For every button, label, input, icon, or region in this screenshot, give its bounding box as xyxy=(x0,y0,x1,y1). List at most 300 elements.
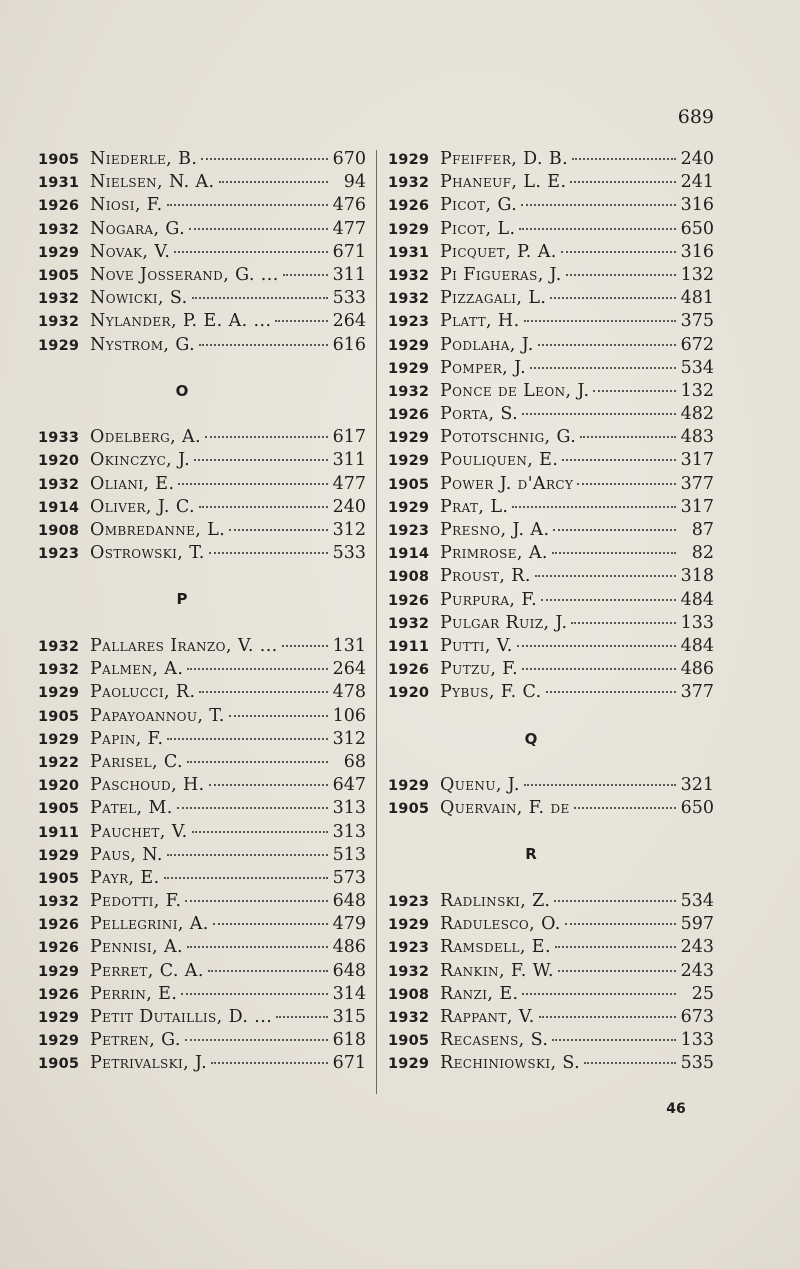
entry-page-number: 311 xyxy=(332,264,366,285)
entry-name: Pi Figueras, J. xyxy=(440,264,562,285)
entry-year: 1923 xyxy=(388,894,430,911)
entry-year: 1911 xyxy=(38,824,80,841)
entry-page-number: 648 xyxy=(332,891,366,912)
entry-name: Rappant, V. xyxy=(440,1007,535,1027)
entry-name: Paolucci, R. xyxy=(90,682,196,703)
dot-leader xyxy=(187,946,328,948)
index-entry xyxy=(38,913,366,936)
entry-name: Picot, L. xyxy=(440,218,516,239)
section-letter: P xyxy=(176,590,188,609)
column-divider xyxy=(376,150,377,1094)
index-entry xyxy=(38,519,366,542)
index-entry xyxy=(38,542,366,565)
entry-page-number: 534 xyxy=(680,357,714,378)
index-entry xyxy=(388,565,714,588)
dot-leader xyxy=(201,158,328,160)
entry-page-number: 478 xyxy=(332,682,366,703)
entry-name: Putti, V. xyxy=(440,635,513,656)
dot-leader xyxy=(167,738,328,740)
dot-leader xyxy=(213,923,328,925)
entry-name: Petren, G. xyxy=(90,1030,181,1051)
entry-name: Prat, L. xyxy=(440,496,509,517)
entry-name: Pulgar Ruiz, J. xyxy=(440,612,568,633)
dot-leader xyxy=(562,459,676,461)
entry-year: 1926 xyxy=(388,662,430,679)
dot-leader xyxy=(517,645,676,647)
entry-page-number: 87 xyxy=(691,520,714,540)
entry-name: Pybus, F. C. xyxy=(440,682,542,703)
dot-leader xyxy=(275,320,328,322)
entry-name: Nystrom, G. xyxy=(90,334,196,355)
dot-leader xyxy=(189,228,328,230)
entry-page-number: 314 xyxy=(332,983,366,1004)
dot-leader xyxy=(199,344,328,346)
entry-year: 1923 xyxy=(388,940,430,957)
entry-page-number: 671 xyxy=(332,1053,366,1074)
entry-year: 1914 xyxy=(38,499,80,516)
index-entry xyxy=(388,589,714,612)
index-entry xyxy=(38,983,366,1006)
index-entry xyxy=(38,310,366,333)
section-letter: Q xyxy=(524,729,538,748)
entry-name: Nylander, P. E. A. ... xyxy=(90,311,272,332)
entry-year: 1929 xyxy=(388,1056,430,1073)
entry-page-number: 315 xyxy=(332,1007,366,1027)
index-entry xyxy=(388,936,714,959)
entry-page-number: 650 xyxy=(680,798,714,819)
entry-year: 1923 xyxy=(388,523,430,539)
dot-leader xyxy=(229,529,328,531)
entry-year: 1933 xyxy=(38,430,80,447)
index-entry xyxy=(388,426,714,449)
dot-leader xyxy=(577,483,676,485)
entry-name: Putzu, F. xyxy=(440,659,519,680)
index-entry xyxy=(38,890,366,913)
index-entry xyxy=(388,1006,714,1029)
dot-leader xyxy=(209,784,328,786)
entry-name: Ombredanne, L. xyxy=(90,520,226,541)
entry-page-number: 243 xyxy=(680,937,714,958)
index-entry xyxy=(38,797,366,820)
entry-name: Radulesco, O. xyxy=(440,914,561,935)
entry-name: Oliani, E. xyxy=(90,473,175,494)
page-number: 689 xyxy=(677,106,714,128)
entry-page-number: 316 xyxy=(680,241,714,262)
entry-page-number: 513 xyxy=(332,844,366,865)
index-entry xyxy=(388,681,714,704)
entry-page-number: 317 xyxy=(680,496,714,517)
entry-year: 1923 xyxy=(388,314,430,331)
entry-name: Paus, N. xyxy=(90,844,163,865)
entry-year: 1932 xyxy=(388,383,430,400)
dot-leader xyxy=(208,970,328,972)
entry-year: 1929 xyxy=(38,244,80,261)
entry-page-number: 533 xyxy=(332,288,366,309)
entry-page-number: 82 xyxy=(691,543,714,564)
entry-page-number: 243 xyxy=(680,960,714,981)
entry-page-number: 316 xyxy=(680,195,714,216)
entry-year: 1908 xyxy=(388,986,430,1003)
dot-leader xyxy=(554,900,676,902)
dot-leader xyxy=(219,181,328,183)
index-entry xyxy=(38,844,366,867)
entry-year: 1905 xyxy=(38,870,80,887)
index-entry xyxy=(38,148,366,171)
entry-name: Okinczyc, J. xyxy=(90,450,191,471)
entry-name: Oliver, J. C. xyxy=(90,496,195,517)
entry-year: 1929 xyxy=(388,221,430,238)
entry-name: Phaneuf, L. E. xyxy=(440,172,567,193)
index-entry xyxy=(388,148,714,171)
entry-page-number: 671 xyxy=(332,241,366,262)
dot-leader xyxy=(584,1062,676,1064)
dot-leader xyxy=(593,390,676,392)
entry-page-number: 486 xyxy=(332,937,366,958)
dot-leader xyxy=(580,436,676,438)
entry-year: 1926 xyxy=(38,986,80,1003)
dot-leader xyxy=(539,1016,676,1018)
entry-page-number: 25 xyxy=(691,983,714,1004)
entry-page-number: 94 xyxy=(343,172,366,193)
dot-leader xyxy=(570,181,676,183)
entry-year: 1932 xyxy=(388,963,430,980)
entry-page-number: 264 xyxy=(332,311,366,332)
entry-year: 1929 xyxy=(388,778,430,795)
entry-page-number: 482 xyxy=(680,404,714,425)
entry-year: 1926 xyxy=(38,198,80,215)
entry-page-number: 312 xyxy=(332,520,366,541)
entry-page-number: 240 xyxy=(680,149,714,169)
entry-year: 1908 xyxy=(38,523,80,540)
entry-year: 1929 xyxy=(38,1010,80,1026)
entry-year: 1932 xyxy=(388,1010,430,1026)
entry-year: 1905 xyxy=(38,801,80,818)
dot-leader xyxy=(512,506,676,508)
entry-page-number: 241 xyxy=(680,172,714,193)
dot-leader xyxy=(535,575,676,577)
index-entry xyxy=(38,241,366,264)
dot-leader xyxy=(571,622,676,624)
index-column-left xyxy=(38,148,366,1076)
entry-page-number: 648 xyxy=(332,960,366,981)
entry-name: Presno, J. A. xyxy=(440,520,550,540)
entry-year: 1931 xyxy=(388,244,430,261)
index-entry xyxy=(388,334,714,357)
index-entry xyxy=(38,1029,366,1052)
index-entry xyxy=(388,403,714,426)
index-entry xyxy=(388,774,714,797)
index-entry xyxy=(388,194,714,217)
entry-year: 1932 xyxy=(38,291,80,308)
entry-page-number: 476 xyxy=(332,195,366,216)
entry-page-number: 573 xyxy=(332,867,366,888)
entry-name: Niosi, F. xyxy=(90,195,163,216)
dot-leader xyxy=(521,204,676,206)
entry-page-number: 311 xyxy=(332,450,366,471)
entry-page-number: 597 xyxy=(680,914,714,935)
entry-year: 1932 xyxy=(38,894,80,911)
entry-page-number: 534 xyxy=(680,891,714,912)
entry-name: Rankin, F. W. xyxy=(440,960,554,981)
entry-year: 1932 xyxy=(38,476,80,493)
entry-name: Ranzi, E. xyxy=(440,983,519,1004)
index-entry xyxy=(38,1052,366,1075)
entry-page-number: 317 xyxy=(680,450,714,471)
index-entry xyxy=(388,287,714,310)
entry-page-number: 318 xyxy=(680,566,714,587)
entry-year: 1929 xyxy=(388,337,430,354)
index-entry xyxy=(38,264,366,287)
entry-year: 1929 xyxy=(38,963,80,980)
entry-page-number: 486 xyxy=(680,659,714,680)
entry-page-number: 313 xyxy=(332,821,366,842)
index-entry xyxy=(38,936,366,959)
dot-leader xyxy=(209,552,328,554)
entry-year: 1929 xyxy=(38,337,80,354)
dot-leader xyxy=(167,204,328,206)
entry-page-number: 240 xyxy=(332,496,366,517)
index-entry xyxy=(388,218,714,241)
dot-leader xyxy=(205,436,328,438)
entry-name: Proust, R. xyxy=(440,566,531,587)
dot-leader xyxy=(519,228,676,230)
index-entry xyxy=(388,171,714,194)
entry-name: Quervain, F. de xyxy=(440,798,570,819)
entry-name: Primrose, A. xyxy=(440,543,548,564)
entry-year: 1932 xyxy=(388,267,430,284)
index-entry xyxy=(38,334,366,357)
entry-page-number: 131 xyxy=(332,636,366,656)
entry-year: 1926 xyxy=(38,917,80,934)
entry-name: Radlinski, Z. xyxy=(440,891,551,912)
entry-name: Platt, H. xyxy=(440,311,520,332)
entry-year: 1929 xyxy=(388,453,430,470)
entry-name: Payr, E. xyxy=(90,867,160,888)
index-entry xyxy=(38,681,366,704)
dot-leader xyxy=(283,274,328,276)
entry-year: 1932 xyxy=(38,314,80,331)
dot-leader xyxy=(164,877,328,879)
entry-page-number: 650 xyxy=(680,218,714,239)
index-entry xyxy=(388,635,714,658)
entry-year: 1920 xyxy=(388,685,430,702)
section-letter: O xyxy=(175,381,189,400)
entry-year: 1929 xyxy=(38,1033,80,1050)
index-entry xyxy=(388,542,714,565)
entry-year: 1929 xyxy=(388,917,430,934)
dot-leader xyxy=(194,459,328,461)
dot-leader xyxy=(541,599,676,601)
entry-name: Pellegrini, A. xyxy=(90,914,209,935)
index-entry xyxy=(388,1052,714,1075)
index-entry xyxy=(388,612,714,635)
entry-page-number: 484 xyxy=(680,589,714,610)
entry-year: 1932 xyxy=(38,662,80,679)
index-entry xyxy=(38,171,366,194)
entry-page-number: 377 xyxy=(680,682,714,703)
entry-name: Papin, F. xyxy=(90,728,164,749)
index-entry xyxy=(38,774,366,797)
entry-year: 1926 xyxy=(388,592,430,609)
entry-page-number: 484 xyxy=(680,635,714,656)
entry-name: Pennisi, A. xyxy=(90,937,183,958)
entry-name: Odelberg, A. xyxy=(90,427,202,448)
index-entry xyxy=(38,728,366,751)
entry-page-number: 533 xyxy=(332,543,366,564)
dot-leader xyxy=(192,831,328,833)
entry-name: Perret, C. A. xyxy=(90,960,204,981)
dot-leader xyxy=(530,367,676,369)
index-entry xyxy=(388,357,714,380)
entry-year: 1926 xyxy=(388,407,430,424)
entry-year: 1905 xyxy=(38,267,80,284)
entry-page-number: 477 xyxy=(332,218,366,239)
entry-name: Ramsdell, E. xyxy=(440,937,551,958)
dot-leader xyxy=(187,668,328,670)
index-entry xyxy=(388,658,714,681)
entry-name: Ostrowski, T. xyxy=(90,543,205,564)
entry-year: 1905 xyxy=(388,801,430,818)
entry-year: 1905 xyxy=(38,152,80,168)
entry-year: 1905 xyxy=(388,1033,430,1050)
entry-name: Patel, M. xyxy=(90,798,173,819)
entry-name: Power J. d'Arcy xyxy=(440,473,574,494)
index-entry xyxy=(388,1029,714,1052)
entry-year: 1923 xyxy=(38,546,80,563)
entry-year: 1920 xyxy=(38,778,80,795)
entry-page-number: 483 xyxy=(680,427,714,448)
entry-year: 1929 xyxy=(38,731,80,748)
entry-year: 1905 xyxy=(38,1056,80,1073)
dot-leader xyxy=(524,320,676,322)
entry-page-number: 375 xyxy=(680,311,714,332)
dot-leader xyxy=(282,645,328,647)
index-entry xyxy=(38,449,366,472)
entry-page-number: 670 xyxy=(332,149,366,169)
entry-name: Pauchet, V. xyxy=(90,821,188,842)
signature-mark: 46 xyxy=(666,1101,686,1117)
entry-year: 1931 xyxy=(38,175,80,192)
dot-leader xyxy=(177,807,328,809)
entry-page-number: 616 xyxy=(332,334,366,355)
dot-leader xyxy=(276,1016,328,1018)
dot-leader xyxy=(522,668,676,670)
index-entry xyxy=(38,635,366,658)
entry-name: Papayoannou, T. xyxy=(90,705,225,726)
index-entry xyxy=(388,473,714,496)
entry-page-number: 618 xyxy=(332,1030,366,1051)
dot-leader xyxy=(553,529,676,531)
entry-year: 1932 xyxy=(38,639,80,655)
entry-name: Pedotti, F. xyxy=(90,891,182,912)
entry-name: Parisel, C. xyxy=(90,751,184,772)
dot-leader xyxy=(199,691,328,693)
entry-year: 1929 xyxy=(388,499,430,516)
dot-leader xyxy=(538,344,676,346)
entry-year: 1911 xyxy=(388,638,430,655)
entry-year: 1929 xyxy=(38,847,80,864)
entry-name: Purpura, F. xyxy=(440,589,538,610)
dot-leader xyxy=(566,274,676,276)
entry-name: Petrivalski, J. xyxy=(90,1053,208,1074)
entry-name: Nove Josserand, G. ... xyxy=(90,264,279,285)
entry-page-number: 481 xyxy=(680,288,714,309)
entry-year: 1929 xyxy=(38,685,80,702)
entry-page-number: 535 xyxy=(680,1053,714,1074)
dot-leader xyxy=(552,552,676,554)
dot-leader xyxy=(561,251,676,253)
dot-leader xyxy=(185,1039,328,1041)
entry-year: 1932 xyxy=(388,291,430,308)
entry-name: Rechiniowski, S. xyxy=(440,1053,581,1074)
entry-page-number: 477 xyxy=(332,473,366,494)
entry-year: 1905 xyxy=(38,708,80,725)
entry-name: Pototschnig, G. xyxy=(440,427,577,448)
index-entry xyxy=(38,496,366,519)
index-entry xyxy=(38,705,366,728)
entry-name: Nielsen, N. A. xyxy=(90,172,215,193)
dot-leader xyxy=(181,993,328,995)
entry-page-number: 377 xyxy=(680,473,714,494)
dot-leader xyxy=(522,413,676,415)
entry-year: 1905 xyxy=(388,476,430,493)
dot-leader xyxy=(552,1039,676,1041)
entry-year: 1920 xyxy=(38,453,80,470)
dot-leader xyxy=(565,923,676,925)
index-entry xyxy=(38,287,366,310)
entry-name: Pizzagali, L. xyxy=(440,288,547,309)
entry-year: 1929 xyxy=(388,152,430,168)
entry-name: Porta, S. xyxy=(440,404,519,425)
entry-name: Quenu, J. xyxy=(440,775,520,796)
entry-page-number: 647 xyxy=(332,775,366,796)
entry-year: 1922 xyxy=(38,754,80,771)
entry-name: Nowicki, S. xyxy=(90,288,188,309)
entry-name: Pouliquen, E. xyxy=(440,450,559,471)
dot-leader xyxy=(546,691,676,693)
index-entry xyxy=(38,473,366,496)
entry-name: Recasens, S. xyxy=(440,1030,549,1051)
index-entry xyxy=(388,983,714,1006)
entry-year: 1929 xyxy=(388,360,430,377)
index-entry xyxy=(388,264,714,287)
index-entry xyxy=(38,218,366,241)
index-entry xyxy=(388,913,714,936)
index-entry xyxy=(388,380,714,403)
entry-page-number: 313 xyxy=(332,798,366,819)
index-entry xyxy=(388,496,714,519)
dot-leader xyxy=(211,1062,328,1064)
entry-name: Palmen, A. xyxy=(90,659,184,680)
entry-page-number: 264 xyxy=(332,659,366,680)
entry-year: 1932 xyxy=(38,221,80,238)
entry-page-number: 672 xyxy=(680,334,714,355)
entry-page-number: 133 xyxy=(680,1030,714,1051)
entry-year: 1914 xyxy=(388,546,430,563)
entry-name: Pomper, J. xyxy=(440,357,527,378)
dot-leader xyxy=(524,784,676,786)
entry-name: Paschoud, H. xyxy=(90,775,205,796)
index-entry xyxy=(388,519,714,542)
index-entry xyxy=(38,658,366,681)
entry-name: Nogara, G. xyxy=(90,218,186,239)
dot-leader xyxy=(572,158,676,160)
dot-leader xyxy=(178,483,328,485)
dot-leader xyxy=(558,970,676,972)
entry-name: Petit Dutaillis, D. ... xyxy=(90,1007,273,1027)
entry-page-number: 132 xyxy=(680,380,714,401)
index-entry xyxy=(38,960,366,983)
